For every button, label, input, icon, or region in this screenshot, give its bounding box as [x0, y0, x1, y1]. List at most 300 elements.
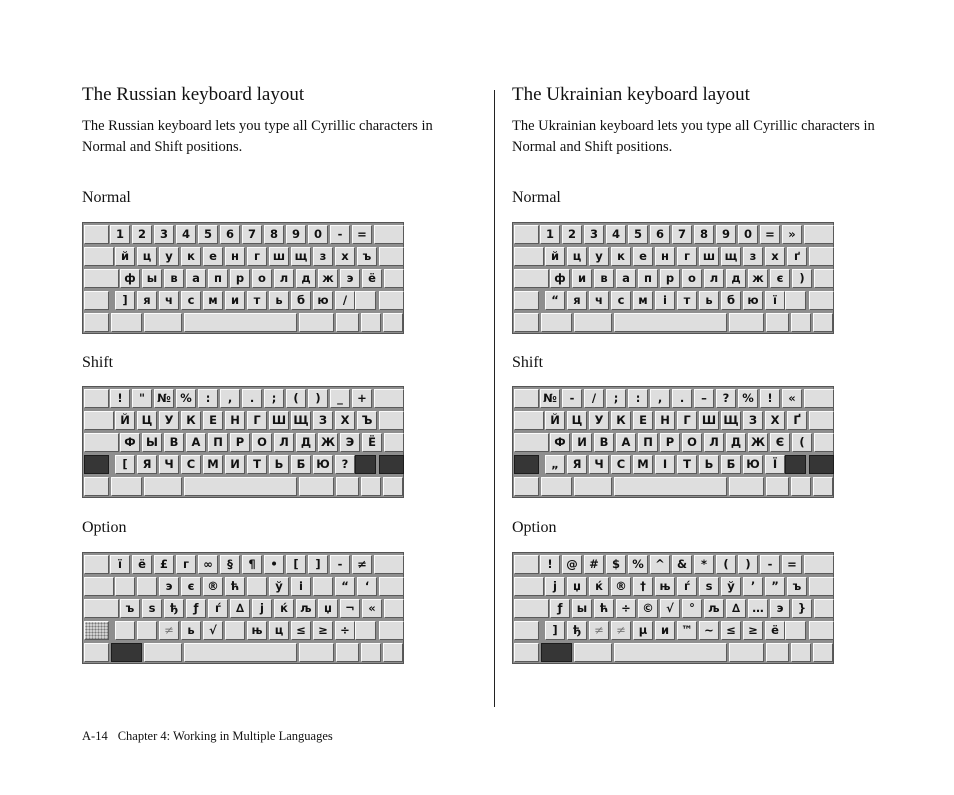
keyboard-key: [137, 621, 157, 640]
modifier-key: [785, 455, 806, 474]
keyboard-key: •: [264, 555, 284, 574]
keyboard-key: *: [694, 555, 714, 574]
space-bar: [184, 313, 297, 332]
russian-option-label: Option: [82, 519, 127, 536]
keyboard-row: [83, 554, 405, 575]
keyboard-key: о: [252, 269, 272, 288]
keyboard-key: $: [606, 555, 626, 574]
keyboard-key: 4: [176, 225, 196, 244]
keyboard-key: М: [633, 455, 653, 474]
keyboard-key: 5: [628, 225, 648, 244]
modifier-key: [574, 477, 612, 496]
keyboard-key: Ц: [567, 411, 587, 430]
keyboard-row: [83, 454, 405, 475]
keyboard-key: Н: [225, 411, 245, 430]
modifier-key: [84, 621, 109, 640]
keyboard-key: ю: [743, 291, 763, 310]
keyboard-row: [513, 290, 835, 311]
modifier-key: [84, 389, 109, 408]
keyboard-row: [83, 290, 405, 311]
keyboard-key: Ь: [269, 455, 289, 474]
modifier-key: [84, 643, 109, 662]
keyboard-key: ы: [572, 599, 592, 618]
keyboard-key: з: [313, 247, 333, 266]
keyboard-key: е: [203, 247, 223, 266]
ukrainian-option-label: Option: [512, 519, 557, 536]
modifier-key: [814, 433, 834, 452]
modifier-key: [809, 577, 834, 596]
keyboard-key: @: [562, 555, 582, 574]
keyboard-key: Г: [247, 411, 267, 430]
keyboard-key: п: [208, 269, 228, 288]
modifier-key: [383, 643, 403, 662]
modifier-key: [84, 247, 114, 266]
keyboard-key: Ґ: [787, 411, 807, 430]
modifier-key: [809, 247, 834, 266]
keyboard-key: џ: [567, 577, 587, 596]
modifier-key: [514, 313, 539, 332]
modifier-key: [809, 455, 834, 474]
keyboard-key: !: [760, 389, 780, 408]
russian-description: The Russian keyboard lets you type all Cyrillic characters in Normal and Shift positions.: [82, 118, 433, 155]
keyboard-key: а: [616, 269, 636, 288]
keyboard-key: 4: [606, 225, 626, 244]
keyboard-key: н: [655, 247, 675, 266]
modifier-key: [514, 577, 544, 596]
keyboard-key: р: [660, 269, 680, 288]
keyboard-key: О: [252, 433, 272, 452]
keyboard-key: «: [782, 389, 802, 408]
keyboard-key: [: [115, 455, 135, 474]
modifier-key: [514, 433, 549, 452]
modifier-key: [785, 621, 806, 640]
keyboard-key: Ж: [318, 433, 338, 452]
keyboard-key: †: [633, 577, 653, 596]
space-bar: [184, 477, 297, 496]
modifier-key: [514, 247, 544, 266]
modifier-key: [355, 291, 376, 310]
keyboard-row: [83, 642, 405, 663]
modifier-key: [84, 225, 109, 244]
keyboard-key: ч: [159, 291, 179, 310]
keyboard-key: љ: [704, 599, 724, 618]
keyboard-key: ф: [120, 269, 140, 288]
keyboard-key: ^: [650, 555, 670, 574]
modifier-key: [766, 643, 789, 662]
modifier-key: [361, 477, 381, 496]
keyboard-key: њ: [655, 577, 675, 596]
keyboard-key: ¶: [242, 555, 262, 574]
keyboard-key: ъ: [120, 599, 140, 618]
keyboard-key: ѓ: [208, 599, 228, 618]
keyboard-key: Ю: [743, 455, 763, 474]
keyboard-key: _: [330, 389, 350, 408]
modifier-key: [809, 411, 834, 430]
modifier-key: [514, 555, 539, 574]
keyboard-key: Ы: [142, 433, 162, 452]
keyboard-key: %: [176, 389, 196, 408]
modifier-key: [514, 389, 539, 408]
keyboard-key: 0: [738, 225, 758, 244]
modifier-key: [379, 621, 404, 640]
keyboard-key: э: [770, 599, 790, 618]
modifier-key: [299, 313, 334, 332]
keyboard-key: j: [252, 599, 272, 618]
keyboard-key: Ф: [550, 433, 570, 452]
keyboard-key: ≠: [611, 621, 631, 640]
keyboard-key: П: [208, 433, 228, 452]
keyboard-key: 8: [694, 225, 714, 244]
keyboard-key: б: [291, 291, 311, 310]
keyboard-key: ): [792, 269, 812, 288]
modifier-key: [514, 643, 539, 662]
ukrainian-normal-keyboard: [512, 222, 834, 334]
keyboard-key: Ф: [120, 433, 140, 452]
keyboard-key: ;: [606, 389, 626, 408]
keyboard-key: -: [330, 225, 350, 244]
keyboard-key: Є: [770, 433, 790, 452]
keyboard-key: !: [110, 389, 130, 408]
keyboard-key: б: [721, 291, 741, 310]
page-footer: [82, 729, 333, 744]
keyboard-key: ∆: [726, 599, 746, 618]
keyboard-key: Ь: [699, 455, 719, 474]
russian-normal-label: Normal: [82, 189, 131, 206]
keyboard-key: ®: [203, 577, 223, 596]
keyboard-key: “: [335, 577, 355, 596]
keyboard-row: [513, 554, 835, 575]
keyboard-key: Я: [567, 455, 587, 474]
keyboard-key: ≠: [352, 555, 372, 574]
keyboard-key: ц: [137, 247, 157, 266]
keyboard-key: £: [154, 555, 174, 574]
keyboard-key: Й: [115, 411, 135, 430]
keyboard-key: ≥: [313, 621, 333, 640]
keyboard-key: §: [220, 555, 240, 574]
page-number: A-14: [82, 729, 108, 743]
keyboard-row: [83, 576, 405, 597]
keyboard-key: љ: [296, 599, 316, 618]
keyboard-key: °: [682, 599, 702, 618]
keyboard-key: Е: [633, 411, 653, 430]
keyboard-row: [83, 432, 405, 453]
keyboard-key: ≠: [159, 621, 179, 640]
keyboard-key: Ц: [137, 411, 157, 430]
keyboard-key: #: [584, 555, 604, 574]
modifier-key: [541, 477, 572, 496]
keyboard-key: “: [545, 291, 565, 310]
keyboard-row: [83, 312, 405, 333]
modifier-key: [111, 313, 142, 332]
keyboard-key: л: [274, 269, 294, 288]
modifier-key: [514, 225, 539, 244]
keyboard-row: [83, 224, 405, 245]
modifier-key: [144, 313, 182, 332]
modifier-key: [144, 643, 182, 662]
keyboard-key: %: [738, 389, 758, 408]
modifier-key: [809, 621, 834, 640]
keyboard-key: Т: [677, 455, 697, 474]
keyboard-key: З: [313, 411, 333, 430]
keyboard-row: [83, 598, 405, 619]
keyboard-key: и: [572, 269, 592, 288]
modifier-key: [804, 389, 834, 408]
keyboard-key: О: [682, 433, 702, 452]
modifier-key: [336, 313, 359, 332]
keyboard-key: ё: [132, 555, 152, 574]
keyboard-key: у: [589, 247, 609, 266]
keyboard-key: (: [286, 389, 306, 408]
column-divider: [494, 90, 495, 707]
modifier-key: [383, 313, 403, 332]
keyboard-key: о: [682, 269, 702, 288]
keyboard-key: /: [584, 389, 604, 408]
keyboard-key: д: [726, 269, 746, 288]
keyboard-row: [513, 432, 835, 453]
keyboard-key: 7: [672, 225, 692, 244]
keyboard-key: «: [362, 599, 382, 618]
keyboard-key: ©: [638, 599, 658, 618]
keyboard-key: ы: [142, 269, 162, 288]
keyboard-key: ќ: [589, 577, 609, 596]
modifier-key: [804, 555, 834, 574]
modifier-key: [804, 225, 834, 244]
modifier-key: [541, 643, 572, 662]
russian-normal-keyboard: [82, 222, 404, 334]
keyboard-key: Э: [340, 433, 360, 452]
modifier-key: [785, 291, 806, 310]
modifier-key: [379, 247, 404, 266]
keyboard-key: Е: [203, 411, 223, 430]
modifier-key: [361, 643, 381, 662]
keyboard-key: ”: [765, 577, 785, 596]
keyboard-key: .: [672, 389, 692, 408]
keyboard-key: м: [633, 291, 653, 310]
modifier-key: [84, 477, 109, 496]
keyboard-key: В: [164, 433, 184, 452]
modifier-key: [379, 291, 404, 310]
ukrainian-title: The Ukrainian keyboard layout: [512, 84, 750, 105]
keyboard-key: р: [230, 269, 250, 288]
modifier-key: [374, 225, 404, 244]
modifier-key: [111, 643, 142, 662]
keyboard-key: №: [540, 389, 560, 408]
keyboard-key: -: [760, 555, 780, 574]
modifier-key: [84, 455, 109, 474]
keyboard-row: [83, 246, 405, 267]
ukrainian-shift-label: Shift: [512, 354, 544, 371]
keyboard-row: [83, 410, 405, 431]
keyboard-key: с: [181, 291, 201, 310]
keyboard-row: [513, 246, 835, 267]
modifier-key: [514, 455, 539, 474]
modifier-key: [514, 477, 539, 496]
keyboard-key: ў: [269, 577, 289, 596]
keyboard-key: и: [655, 621, 675, 640]
keyboard-key: 7: [242, 225, 262, 244]
keyboard-row: [83, 620, 405, 641]
keyboard-key: я: [137, 291, 157, 310]
keyboard-key: И: [572, 433, 592, 452]
keyboard-key: У: [589, 411, 609, 430]
keyboard-key: Ш: [699, 411, 719, 430]
keyboard-key: д: [296, 269, 316, 288]
keyboard-key: х: [335, 247, 355, 266]
keyboard-key: Б: [291, 455, 311, 474]
modifier-key: [355, 455, 376, 474]
keyboard-key: №: [154, 389, 174, 408]
keyboard-key: Ї: [765, 455, 785, 474]
keyboard-key: ∞: [198, 555, 218, 574]
modifier-key: [729, 643, 764, 662]
keyboard-key: г: [677, 247, 697, 266]
keyboard-key: ц: [567, 247, 587, 266]
modifier-key: [361, 313, 381, 332]
keyboard-key: }: [792, 599, 812, 618]
keyboard-key: j: [545, 577, 565, 596]
space-bar: [184, 643, 297, 662]
russian-shift-keyboard: [82, 386, 404, 498]
keyboard-row: [83, 388, 405, 409]
keyboard-key: √: [203, 621, 223, 640]
keyboard-row: [513, 268, 835, 289]
keyboard-key: ∆: [230, 599, 250, 618]
keyboard-key: %: [628, 555, 648, 574]
keyboard-key: к: [611, 247, 631, 266]
modifier-key: [384, 433, 404, 452]
modifier-key: [541, 313, 572, 332]
keyboard-key: s: [699, 577, 719, 596]
keyboard-key: +: [352, 389, 372, 408]
keyboard-key: 1: [540, 225, 560, 244]
keyboard-key: (: [716, 555, 736, 574]
keyboard-key: s: [142, 599, 162, 618]
keyboard-key: [: [286, 555, 306, 574]
modifier-key: [111, 477, 142, 496]
keyboard-key: Ю: [313, 455, 333, 474]
ukrainian-option-keyboard: [512, 552, 834, 664]
modifier-key: [791, 313, 811, 332]
keyboard-key: э: [159, 577, 179, 596]
keyboard-key: .: [242, 389, 262, 408]
keyboard-key: -: [562, 389, 582, 408]
keyboard-key: Ч: [589, 455, 609, 474]
modifier-key: [84, 555, 109, 574]
modifier-key: [514, 411, 544, 430]
modifier-key: [384, 269, 404, 288]
keyboard-key: ƒ: [186, 599, 206, 618]
chapter-title: Chapter 4: Working in Multiple Languages: [117, 729, 333, 743]
keyboard-key: 6: [650, 225, 670, 244]
keyboard-key: Т: [247, 455, 267, 474]
keyboard-key: 8: [264, 225, 284, 244]
keyboard-key: Д: [296, 433, 316, 452]
keyboard-key: ф: [550, 269, 570, 288]
keyboard-key: ґ: [787, 247, 807, 266]
keyboard-key: ш: [269, 247, 289, 266]
keyboard-key: і: [291, 577, 311, 596]
keyboard-key: Л: [704, 433, 724, 452]
keyboard-key: и: [225, 291, 245, 310]
keyboard-key: [115, 577, 135, 596]
keyboard-key: Р: [660, 433, 680, 452]
keyboard-key: ќ: [274, 599, 294, 618]
keyboard-key: ]: [545, 621, 565, 640]
keyboard-key: &: [672, 555, 692, 574]
modifier-key: [84, 577, 114, 596]
modifier-key: [514, 291, 539, 310]
keyboard-key: ?: [716, 389, 736, 408]
keyboard-key: є: [181, 577, 201, 596]
keyboard-row: [513, 642, 835, 663]
keyboard-key: ÷: [616, 599, 636, 618]
keyboard-key: ё: [362, 269, 382, 288]
keyboard-key: Ъ: [357, 411, 377, 430]
russian-title: The Russian keyboard layout: [82, 84, 305, 105]
keyboard-key: й: [545, 247, 565, 266]
keyboard-key: [225, 621, 245, 640]
keyboard-key: Ч: [159, 455, 179, 474]
modifier-key: [574, 643, 612, 662]
keyboard-key: !: [540, 555, 560, 574]
keyboard-key: э: [340, 269, 360, 288]
keyboard-key: х: [765, 247, 785, 266]
keyboard-row: [513, 620, 835, 641]
keyboard-key: ≠: [589, 621, 609, 640]
keyboard-key: с: [611, 291, 631, 310]
keyboard-key: ®: [611, 577, 631, 596]
keyboard-key: 5: [198, 225, 218, 244]
keyboard-key: [115, 621, 135, 640]
keyboard-key: Х: [335, 411, 355, 430]
keyboard-key: Ш: [269, 411, 289, 430]
keyboard-key: ь: [181, 621, 201, 640]
keyboard-key: ": [132, 389, 152, 408]
keyboard-key: н: [225, 247, 245, 266]
keyboard-key: –: [694, 389, 714, 408]
keyboard-key: ≥: [743, 621, 763, 640]
modifier-key: [766, 477, 789, 496]
keyboard-key: ж: [318, 269, 338, 288]
modifier-key: [814, 269, 834, 288]
keyboard-key: 2: [132, 225, 152, 244]
keyboard-key: ;: [264, 389, 284, 408]
keyboard-key: 3: [584, 225, 604, 244]
keyboard-key: ю: [313, 291, 333, 310]
keyboard-key: Л: [274, 433, 294, 452]
keyboard-key: [137, 577, 157, 596]
keyboard-key: Й: [545, 411, 565, 430]
keyboard-key: ъ: [787, 577, 807, 596]
keyboard-key: г: [176, 555, 196, 574]
keyboard-key: ‘: [357, 577, 377, 596]
keyboard-key: в: [164, 269, 184, 288]
keyboard-key: ]: [115, 291, 135, 310]
modifier-key: [809, 291, 834, 310]
keyboard-key: А: [186, 433, 206, 452]
modifier-key: [379, 455, 404, 474]
ukrainian-description: The Ukrainian keyboard lets you type all Cyrillic characters in Normal and Shift positions.: [512, 118, 875, 155]
keyboard-key: з: [743, 247, 763, 266]
keyboard-key: ,: [220, 389, 240, 408]
modifier-key: [813, 313, 833, 332]
keyboard-key: =: [760, 225, 780, 244]
keyboard-key: »: [782, 225, 802, 244]
keyboard-key: ~: [699, 621, 719, 640]
keyboard-key: 6: [220, 225, 240, 244]
keyboard-key: м: [203, 291, 223, 310]
keyboard-key: е: [633, 247, 653, 266]
